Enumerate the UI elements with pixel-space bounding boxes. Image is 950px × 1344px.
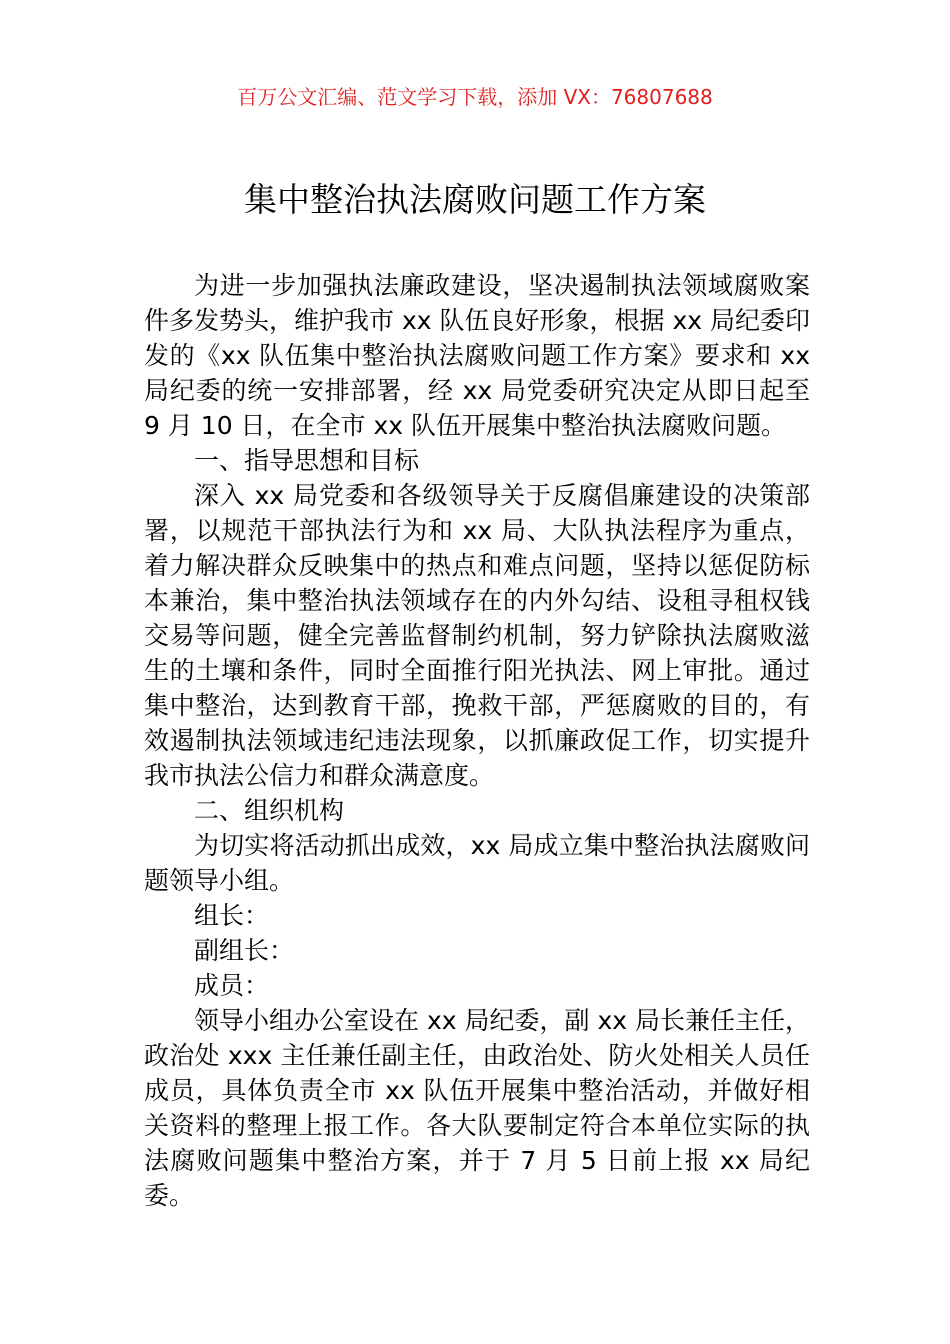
section-heading-guiding: 一、指导思想和目标: [194, 446, 420, 475]
header-note: 百万公文汇编、范文学习下载，添加 VX：76807688: [237, 85, 713, 109]
section-heading-organization: 二、组织机构: [194, 796, 345, 825]
page-title: 集中整治执法腐败问题工作方案: [244, 180, 706, 219]
intro-paragraph: 为进一步加强执法廉政建设，坚决遏制执法领域腐败案件多发势头，维护我市 xx 队伍良好形象，根据 xx 局纪委印发的《xx 队伍集中整治执法腐败问题工作方案》要求和 xx 局纪委的统一安排部署，经 xx 局党委研究决定从即日起至 9 月 10 日，在全市 xx 队伍开展集中整治执法腐败问题。: [144, 271, 810, 440]
organization-paragraph: 为切实将活动抓出成效，xx 局成立集中整治执法腐败问题领导小组。: [144, 831, 810, 895]
members-line: 成员：: [194, 971, 270, 1000]
group-leader-line: 组长：: [194, 901, 270, 930]
deputy-leader-line: 副组长：: [194, 936, 295, 965]
guiding-paragraph: 深入 xx 局党委和各级领导关于反腐倡廉建设的决策部署，以规范干部执法行为和 xx 局、大队执法程序为重点，着力解决群众反映集中的热点和难点问题，坚持以惩促防标本兼治，集中整治执法领域存在的内外勾结、设租寻租权钱交易等问题，健全完善监督制约机制，努力铲除执法腐败滋生的土壤和条件，同时全面推行阳光执法、网上审批。通过集中整治，达到教育干部，挽救干部，严惩腐败的目的，有效遏制执法领域违纪违法现象，以抓廉政促工作，切实提升我市执法公信力和群众满意度。: [144, 481, 810, 790]
document-body: [144, 268, 810, 1213]
office-paragraph: 领导小组办公室设在 xx 局纪委，副 xx 局长兼任主任，政治处 xxx 主任兼任副主任，由政治处、防火处相关人员任成员，具体负责全市 xx 队伍开展集中整治活动，并做好相关资料的整理上报工作。各大队要制定符合本单位实际的执法腐败问题集中整治方案，并于 7 月 5 日前上报 xx 局纪委。: [144, 1006, 810, 1210]
